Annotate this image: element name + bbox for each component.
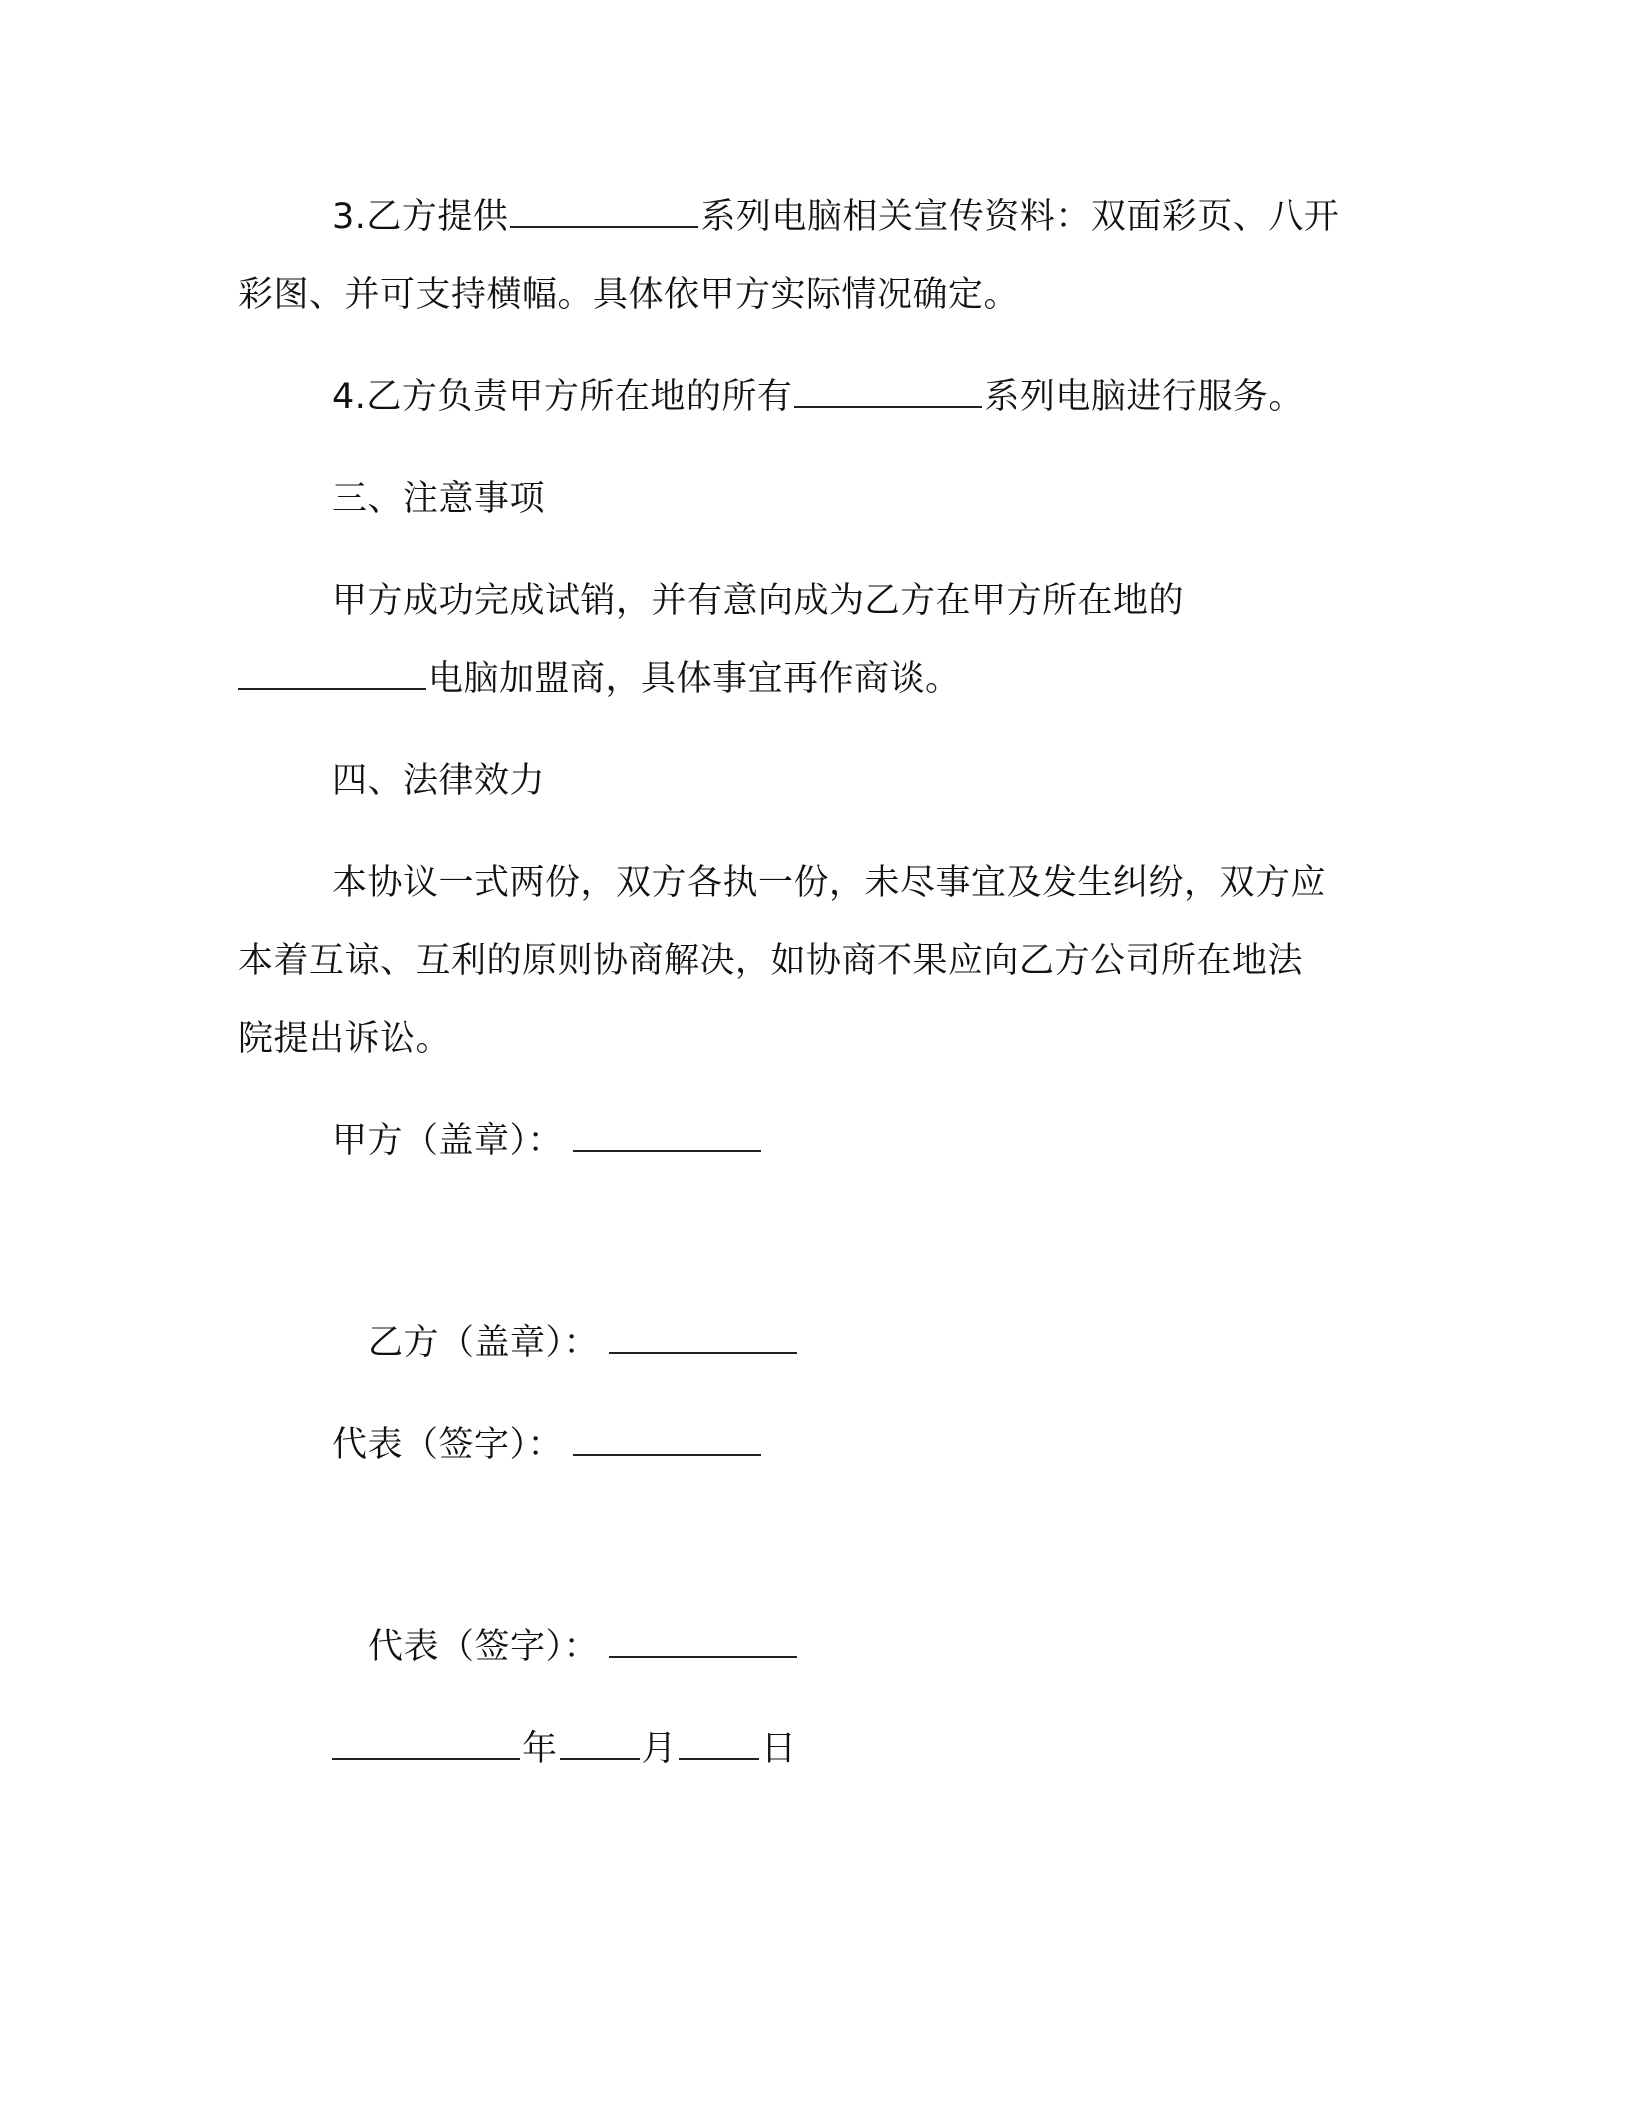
party-b-seal-line — [368, 1319, 799, 1367]
day-label: 日 — [761, 1729, 797, 1769]
item3-suffix: 系列电脑相关宣传资料：双面彩页、八开 — [700, 197, 1340, 237]
section3-heading: 三、注意事项 — [332, 479, 546, 519]
party-a-seal-blank — [573, 1120, 761, 1152]
series-blank — [510, 196, 698, 228]
item3-prefix: 3.乙方提供 — [332, 197, 509, 237]
year-label: 年 — [522, 1729, 558, 1769]
date-line — [332, 1725, 797, 1773]
item4-line — [332, 373, 1304, 421]
representative-1-line — [332, 1421, 763, 1469]
party-a-seal-line — [332, 1117, 763, 1165]
section4-line3: 院提出诉讼。 — [238, 1019, 452, 1059]
series-blank — [794, 376, 982, 408]
representative-1-label: 代表（签字）： — [332, 1425, 564, 1465]
section3-line2-text: 电脑加盟商，具体事宜再作商谈。 — [428, 659, 961, 699]
representative-2-label: 代表（签字）： — [368, 1627, 600, 1667]
section4-heading: 四、法律效力 — [332, 761, 546, 801]
section4-line1: 本协议一式两份，双方各执一份，未尽事宜及发生纠纷，双方应 — [332, 863, 1327, 903]
item3-line2: 彩图、并可支持横幅。具体依甲方实际情况确定。 — [238, 275, 1020, 315]
item4-suffix: 系列电脑进行服务。 — [984, 377, 1304, 417]
party-b-seal-label: 乙方（盖章）： — [368, 1323, 600, 1363]
month-label: 月 — [641, 1729, 678, 1769]
representative-2-line — [368, 1623, 799, 1671]
item3-line1 — [332, 193, 1339, 241]
section4-line2: 本着互谅、互利的原则协商解决，如协商不果应向乙方公司所在地法 — [238, 941, 1304, 981]
party-b-seal-blank — [609, 1322, 797, 1354]
day-blank — [679, 1728, 759, 1760]
representative-2-blank — [609, 1626, 797, 1658]
section3-line1: 甲方成功完成试销，并有意向成为乙方在甲方所在地的 — [332, 581, 1185, 621]
year-blank — [332, 1728, 520, 1760]
section3-line2 — [238, 655, 961, 703]
party-a-seal-label: 甲方（盖章）： — [332, 1121, 564, 1161]
month-blank — [560, 1728, 640, 1760]
brand-blank — [238, 658, 426, 690]
item4-prefix: 4.乙方负责甲方所在地的所有 — [332, 377, 793, 417]
representative-1-blank — [573, 1424, 761, 1456]
